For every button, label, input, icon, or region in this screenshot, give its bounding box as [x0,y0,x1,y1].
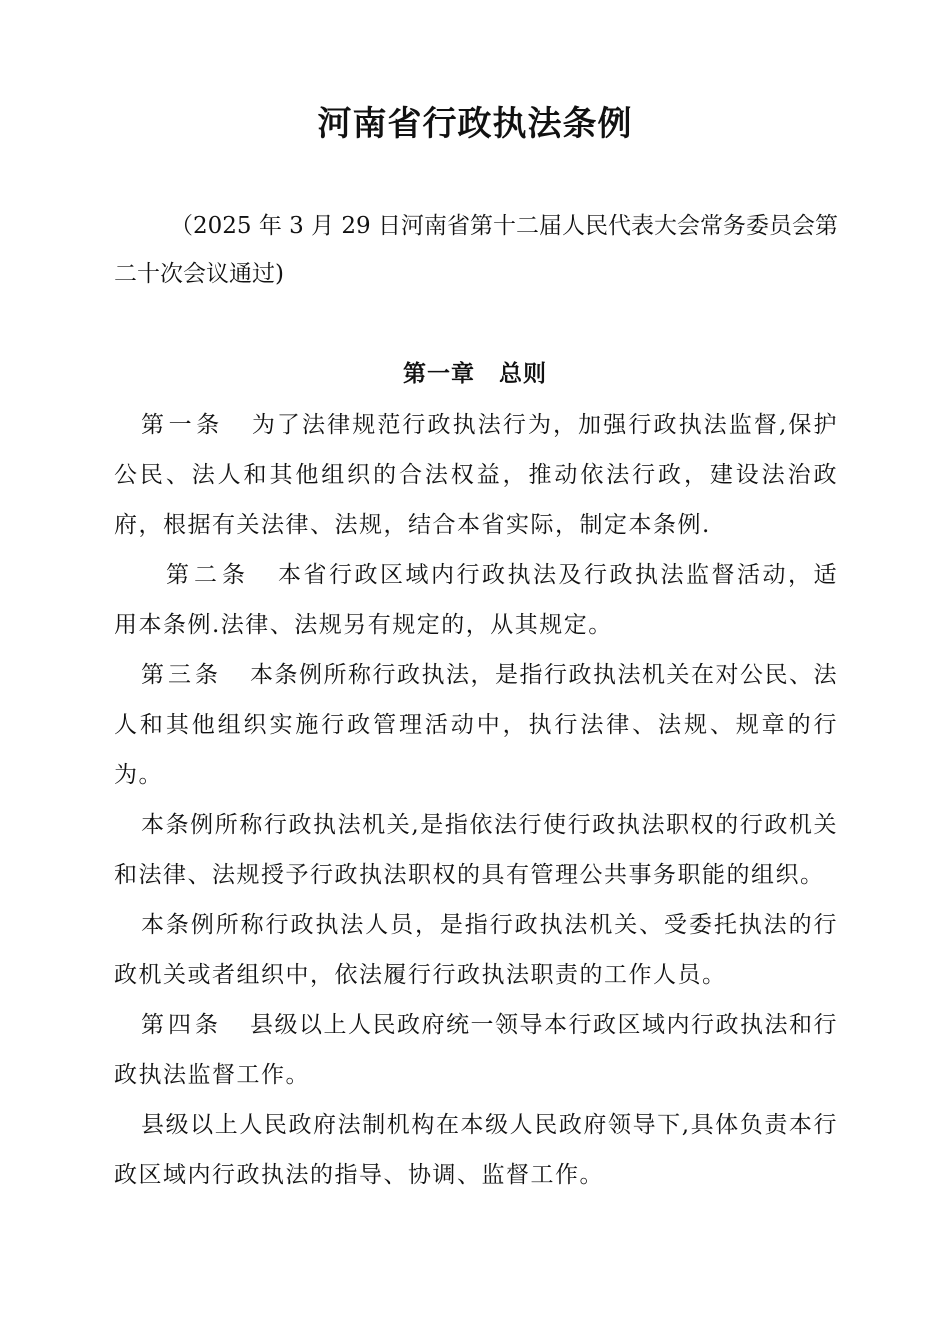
article-paragraph [114,550,838,650]
article-paragraph [114,650,838,800]
article-paragraph [114,800,838,900]
article-paragraph [114,400,838,550]
article-paragraph [114,1100,838,1200]
article-text: 县级以上人民政府法制机构在本级人民政府领导下,具体负责本行政区域内行政执法的指导、协调、监督工作。 [114,1112,838,1188]
article-label: 第一条 [141,412,224,438]
article-text: 为了法律规范行政执法行为，加强行政执法监督,保护公民、法人和其他组织的合法权益，推动依法行政，建设法治政府，根据有关法律、法规，结合本省实际，制定本条例. [114,412,839,538]
article-label: 第三条 [141,662,222,688]
article-paragraph [114,900,838,1000]
article-text: 本条例所称行政执法机关,是指依法行使行政执法职权的行政机关和法律、法规授予行政执法职权的具有管理公共事务职能的组织。 [114,812,838,888]
article-label: 第四条 [141,1012,222,1038]
article-text: 县级以上人民政府统一领导本行政区域内行政执法和行政执法监督工作。 [114,1012,838,1088]
document-body [114,400,838,1200]
article-paragraph [114,1000,838,1100]
article-text: 本省行政区域内行政执法及行政执法监督活动，适用本条例.法律、法规另有规定的，从其规定。 [114,562,838,638]
article-text: 本条例所称行政执法，是指行政执法机关在对公民、法人和其他组织实施行政管理活动中，执行法律、法规、规章的行为。 [114,662,838,788]
chapter-heading: 第一章 总则 [403,361,547,387]
document-title: 河南省行政执法条例 [317,104,633,144]
article-label: 第二条 [166,562,250,588]
adoption-note: （2025 年 3 月 29 日河南省第十二届人民代表大会常务委员会第二十次会议通过) [114,213,838,287]
article-text: 本条例所称行政执法人员，是指行政执法机关、受委托执法的行政机关或者组织中，依法履行行政执法职责的工作人员。 [114,912,838,988]
